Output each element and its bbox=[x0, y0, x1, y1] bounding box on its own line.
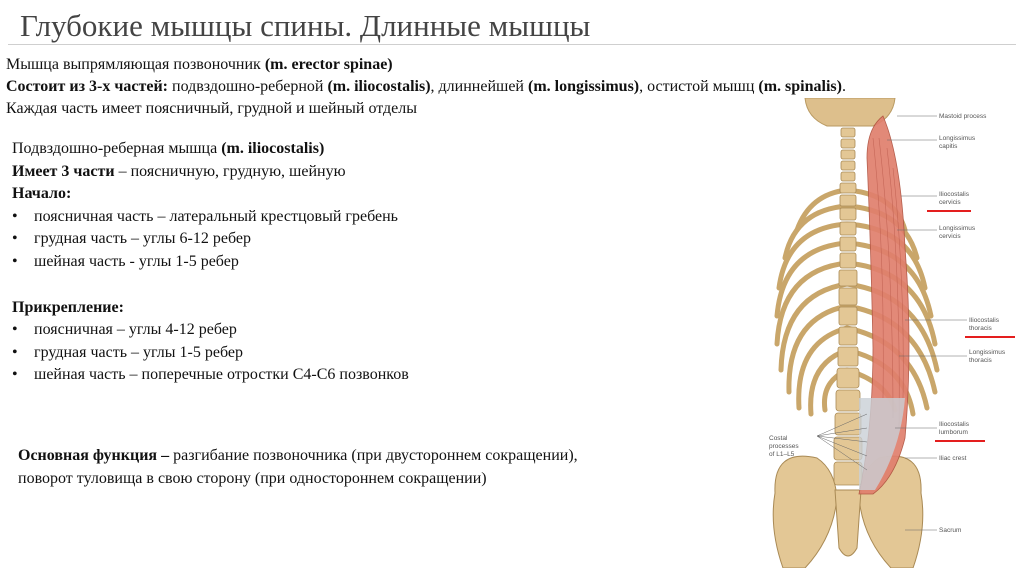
intro-line-1-latin: (m. erector spinae) bbox=[264, 56, 393, 73]
intro-line-1-text: Мышца выпрямляющая позвоночник bbox=[6, 56, 265, 73]
label-iliocostalis-thoracis-2: thoracis bbox=[969, 325, 992, 332]
spine-anatomy-illustration bbox=[755, 98, 1017, 568]
slide-title: Глубокие мышцы спины. Длинные мышцы bbox=[20, 8, 591, 43]
label-longissimus-thoracis-1: Longissimus bbox=[969, 349, 1006, 356]
label-iliac-crest: Iliac crest bbox=[939, 455, 967, 462]
function-paragraph bbox=[18, 444, 618, 490]
intro-line-2-text-b: , длиннейшей bbox=[430, 78, 528, 95]
label-longissimus-cervicis-1: Longissimus bbox=[939, 225, 976, 232]
iliocostalis-heading bbox=[12, 138, 409, 161]
label-iliocostalis-cervicis-1: Iliocostalis bbox=[939, 191, 969, 198]
insertion-item: поясничная – углы 4-12 ребер bbox=[34, 321, 237, 339]
parts-line bbox=[12, 161, 409, 184]
label-iliocostalis-lumborum-1: Iliocostalis bbox=[939, 421, 969, 428]
list-item bbox=[12, 342, 409, 365]
intro-line-2-text-d: . bbox=[841, 78, 846, 95]
intro-line-2-text-c: , остистой мышц bbox=[639, 78, 759, 95]
function-bold: Основная функция – bbox=[18, 447, 170, 464]
iliocostalis-block bbox=[12, 138, 409, 387]
origin-heading-text: Начало: bbox=[12, 185, 72, 203]
origin-item: шейная часть - углы 1-5 ребер bbox=[34, 252, 239, 270]
label-costal-3: of L1–L5 bbox=[769, 451, 795, 458]
bullet: • bbox=[12, 343, 18, 361]
function-text: разгибание позвоночника (при двустороннем сокращении), поворот туловища в свою сторону (при одностороннем сокращении) bbox=[18, 447, 578, 487]
intro-block bbox=[6, 54, 846, 120]
label-longissimus-capitis-1: Longissimus bbox=[939, 135, 976, 142]
intro-line-2-text-a: подвздошно-реберной bbox=[172, 78, 328, 95]
label-mastoid: Mastoid process bbox=[939, 113, 987, 120]
bullet: • bbox=[12, 321, 18, 339]
list-item bbox=[12, 251, 409, 274]
spacer bbox=[12, 274, 409, 297]
origin-heading bbox=[12, 183, 409, 206]
label-longissimus-capitis-2: capitis bbox=[939, 143, 958, 150]
highlight-underline bbox=[965, 336, 1015, 338]
intro-line-1 bbox=[6, 54, 846, 76]
origin-item: грудная часть – углы 6-12 ребер bbox=[34, 230, 251, 248]
bullet: • bbox=[12, 207, 18, 225]
label-sacrum: Sacrum bbox=[939, 527, 962, 534]
origin-item: поясничная часть – латеральный крестцовый гребень bbox=[34, 207, 398, 225]
intro-line-2-latin-c: (m. spinalis) bbox=[758, 78, 842, 95]
insertion-item: грудная часть – углы 1-5 ребер bbox=[34, 343, 243, 361]
highlight-underline bbox=[935, 440, 985, 442]
title-divider bbox=[8, 44, 1016, 45]
label-costal-2: processes bbox=[769, 443, 799, 450]
parts-text: – поясничную, грудную, шейную bbox=[114, 162, 346, 180]
intro-line-3: Каждая часть имеет поясничный, грудной и шейный отделы bbox=[6, 100, 417, 117]
list-item bbox=[12, 228, 409, 251]
bullet: • bbox=[12, 252, 18, 270]
label-iliocostalis-lumborum-2: lumborum bbox=[939, 429, 968, 436]
iliocostalis-heading-latin: (m. iliocostalis) bbox=[221, 140, 325, 157]
label-longissimus-cervicis-2: cervicis bbox=[939, 233, 961, 240]
insertion-item: шейная часть – поперечные отростки С4-С6 позвонков bbox=[34, 366, 409, 384]
intro-line-2-latin-a: (m. iliocostalis) bbox=[327, 78, 431, 95]
intro-line-2 bbox=[6, 76, 846, 98]
intro-line-2-latin-b: (m. longissimus) bbox=[528, 78, 640, 95]
label-iliocostalis-cervicis-2: cervicis bbox=[939, 199, 961, 206]
parts-bold: Имеет 3 части bbox=[12, 162, 115, 180]
bullet: • bbox=[12, 230, 18, 248]
list-item bbox=[12, 364, 409, 387]
highlight-underline bbox=[927, 210, 971, 212]
insertion-heading bbox=[12, 297, 409, 320]
bullet: • bbox=[12, 366, 18, 384]
intro-line-2-bold: Состоит из 3-х частей: bbox=[6, 78, 172, 95]
list-item bbox=[12, 206, 409, 229]
list-item bbox=[12, 319, 409, 342]
label-longissimus-thoracis-2: thoracis bbox=[969, 357, 992, 364]
label-iliocostalis-thoracis-1: Iliocostalis bbox=[969, 317, 999, 324]
insertion-heading-text: Прикрепление: bbox=[12, 298, 124, 316]
label-costal-1: Costal bbox=[769, 435, 788, 442]
iliocostalis-heading-text: Подвздошно-реберная мышца bbox=[12, 140, 222, 157]
